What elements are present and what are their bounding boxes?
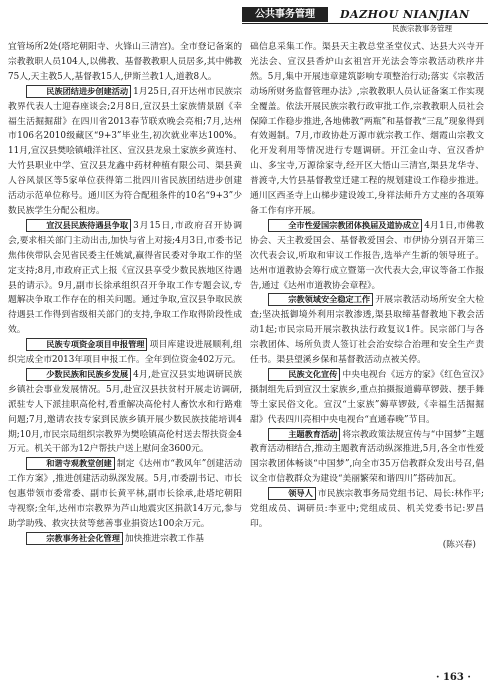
paragraph-text: 3月15日,市政府召开协调会,要求相关部门主动出击,加快与省上对接;4月3日,市委书记焦伟侠带队会见省民委主任姚斌,赢得省民委对争取工作的坚定支持;8月,市政府正式上报《宣汉县享受少数民族地区待遇县的请示》。9月,副市长徐承组织召开争取工作专题会议,专题解决争取工作存在的相关问题。通过争取,宣汉县争取民族待遇县工作得到省级相关部门的支持,争取工作取得阶段性成效。 — [8, 220, 242, 336]
paragraph-text: 1月25日,召开达州市民族宗教界代表人士迎春座谈会;2月8日,宣汉县土家族情景剧《幸福生活掘掘甜》在四川省2013春节联欢晚会亮相;7月,达州市106名2010级藏区“9+3”毕业生,初次就业率达100%。11月,宣汉县樊哙镇峨洋社区、宣汉县龙泉土家族乡黄连村、大竹县职业中学、宣汉县龙鑫中药材种植有限公司、渠县黄人谷风景区等5家单位获得第二批四川省民族团结进步创建活动示范单位称号。通川区为符合配租条件的10名“9+3”少数民族学生分配公租房。 — [8, 86, 242, 216]
category-label: 公共事务管理 — [242, 7, 328, 22]
section-heading: 民族团结进步创建活动 — [26, 85, 131, 98]
section-heading: 宗教事务社会化管理 — [26, 532, 123, 545]
section-paragraph — [250, 487, 484, 532]
paragraph-text: 市民族宗教事务局党组书记、局长:林作平;党组成员、调研员:李亚中;党组成员、机关党委书记:罗昌印。 — [250, 489, 484, 529]
section-heading: 全市性爱国宗教团体换届及道协成立 — [268, 219, 423, 232]
journal-name: DAZHOU NIANJIAN — [340, 8, 470, 21]
paragraph-text: 中央电视台《远方的家》《红色宣汉》摄制组先后到宣汉土家族乡,重点拍摄报道薅草锣鼓、摆手舞等土家民俗文化。宣汉“土家族”薅草锣鼓,《幸福生活掘掘甜》代表四川亮相中央电视台“直通春晚”节目。 — [250, 369, 484, 425]
section-heading: 少数民族和民族乡发展 — [26, 368, 131, 381]
section-heading: 宣汉县民族待遇县争取 — [26, 219, 131, 232]
paragraph-text: 加快推进宗教工作基 — [124, 533, 205, 544]
section-heading: 主题教育活动 — [268, 428, 341, 441]
author-signature: (陈兴春) — [442, 539, 476, 550]
section-heading: 领导人 — [268, 487, 316, 500]
section-heading: 民族专项资金项目申报管理 — [26, 338, 148, 351]
right-column — [250, 40, 484, 553]
section-paragraph — [250, 293, 484, 368]
paragraph-text: 础信息采集工作。渠县天主教总堂圣堂仪式、达县大兴寺开光法会、宣汉县香炉山玄祖宫开光法会等宗教活动秩序井然。5月,集中开展违章建筑影响专项整治行动;落实《宗教活动场所财务监督管理办法》,宗教教职人员认证备案工作实现全覆盖。依法开展民族宗教行政审批工作,宗教教职人员社会保障工作稳步推进,各地佛教“两瓶”和基督教“三乱”现象得到有效遏制。7月,市政协赴万源市就宗教工作、烟霞山宗教文化开发利用等情况进行专题调研。开江金山寺、宣汉香炉山、多宝寺,万源徐家寺,经开区大悟山三清宫,渠县龙华寺、普渡寺,大竹县基督教堂迁建工程的规划建设工作稳步推进。通川区西圣寺上山梯步建设竣工,身祥法师升方丈座的各项筹备工作有序开展。 — [250, 42, 484, 216]
section-paragraph — [250, 219, 484, 294]
paragraph-text: 4月,赴宣汉县实地调研民族乡镇社会事业发展情况。5月,赴宣汉县扶贫村开展走访调研,派驻专人下派挂职高伦村,看重解决高伦村人畜饮水和行路难问题;7月,邀请农技专家到民族乡镇开展少数民族技能培训4期;10月,市民宗局组织宗教界为樊哙镇高伦村送去帮扶资金4万元。机关干部为12户帮扶户送上慰问金3600元。 — [8, 369, 242, 455]
section-paragraph — [8, 368, 242, 457]
section-paragraph — [8, 219, 242, 338]
paragraph-text: 制定《达州市“教风年”创建活动工作方案》,推进创建活动纵深发展。5月,市委副书记、市长包惠带领市委常委、副市长黄平林,副市长徐承,赴塔坨朝阳寺视察;全年,达州市宗教界为芦山地震灾区捐款14万元,参与助学助残、救灾扶贫等慈善事业捐资达100余万元。 — [8, 459, 242, 529]
continued-paragraph — [250, 40, 484, 219]
section-heading: 宗教领域安全稳定工作 — [268, 293, 373, 306]
section-paragraph — [250, 428, 484, 488]
paragraph-text: 宜管场所2处(塔坨朝阳寺、火锋山三清宫)。全市登记备案的宗教教职人员104人,以佛教、基督教教职人员居多,其中佛教75人,天主教5人,基督教15人,伊斯兰教1人,道教8人。 — [8, 42, 242, 82]
left-column — [8, 40, 242, 547]
paragraph-text: 开展宗教活动场所安全大检查;坚决抵御境外利用宗教渗透,渠县取缔基督教地下教会活动1起;市民宗局开展宗教执法行政复议1件。民宗部门与各宗教团体、场所负责人签订社会治安综合治理和安全生产责任书。渠县望溪乡保和基督教活动点被关停。 — [250, 295, 484, 366]
section-heading: 民族文化宣传 — [268, 368, 341, 381]
paragraph-text: 将宗教政策法规宣传与“中国梦”主题教育活动相结合,推动主题教育活动纵深推进,5月,各全市性爱国宗教团体畅谈“中国梦”,向全市35万信教群众发出号召,倡议全市信教群众为建设“美丽繁荣和谐四川”搭砖加瓦。 — [250, 429, 484, 485]
section-paragraph — [250, 368, 484, 428]
section-heading: 和谐寺观教堂创建 — [26, 457, 115, 470]
section-paragraph — [8, 457, 242, 532]
page-number: · 163 · — [436, 672, 471, 683]
section-paragraph — [8, 338, 242, 368]
continued-paragraph — [8, 40, 242, 85]
section-paragraph — [8, 532, 242, 547]
section-subtitle: 民族宗教事务管理 — [392, 24, 452, 33]
paragraph-text: 项目库建设进展顺利,组织完成全市2013年项目申报工作。全年到位资金402万元。 — [8, 340, 242, 366]
running-header — [0, 0, 488, 34]
paragraph-text: 4月1日,市佛教协会、天主教爱国会、基督教爱国会、市伊协分别召开第三次代表会议,听取和审议工作报告,选举产生新的领导班子。达州市道教协会筹行成立暨第一次代表大会,审议等备工作报告,通过《达州市道教协会章程》。 — [250, 220, 484, 291]
section-paragraph — [8, 85, 242, 219]
